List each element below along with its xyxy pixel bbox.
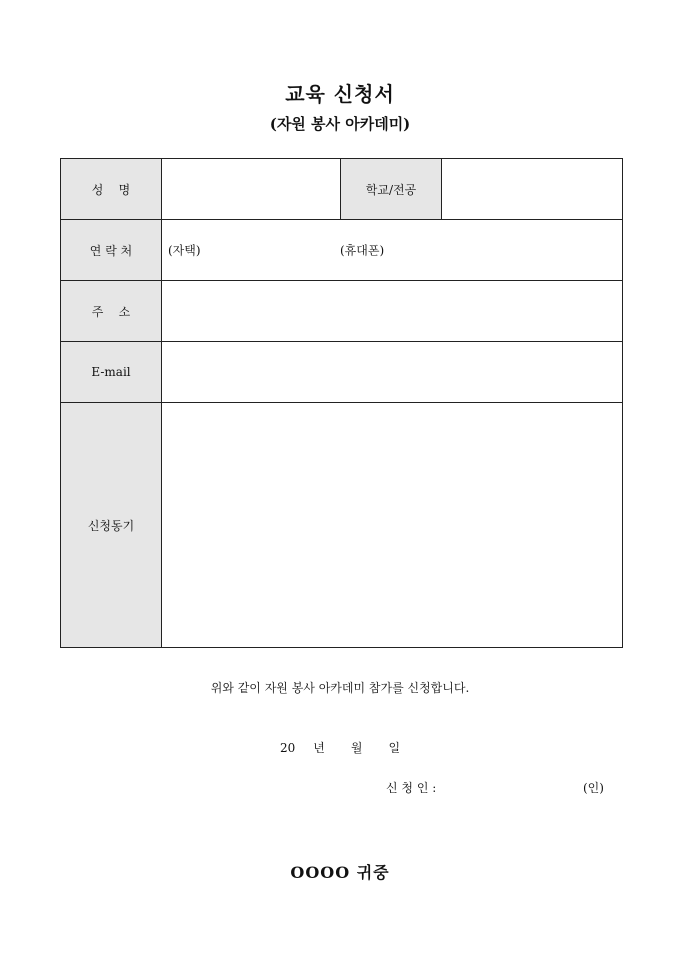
email-row xyxy=(61,342,623,403)
date-month-unit: 월 xyxy=(350,741,363,755)
name-field[interactable] xyxy=(162,159,341,220)
motive-label: 신청동기 xyxy=(61,403,162,648)
address-row xyxy=(61,281,623,342)
document-subtitle: (자원 봉사 아카데미) xyxy=(269,115,411,133)
contact-row xyxy=(61,220,623,281)
address-label: 주 소 xyxy=(61,281,162,342)
addressee: OOOO 귀중 xyxy=(290,863,390,882)
applicant-label: 신 청 인 : xyxy=(386,781,437,795)
date-day-unit: 일 xyxy=(388,741,401,755)
email-field[interactable] xyxy=(162,342,623,403)
contact-mobile-label: (휴대폰) xyxy=(340,243,385,258)
address-field[interactable] xyxy=(162,281,623,342)
contact-field[interactable] xyxy=(162,220,623,281)
email-label: E-mail xyxy=(61,342,162,403)
application-statement: 위와 같이 자원 봉사 아카데미 참가를 신청합니다. xyxy=(210,681,470,695)
application-form-table xyxy=(60,158,623,648)
name-label: 성 명 xyxy=(61,159,162,220)
seal-label: (인) xyxy=(583,781,604,795)
motive-row xyxy=(61,403,623,648)
contact-home-label: (자택) xyxy=(168,243,201,258)
date-year-unit: 년 xyxy=(313,741,325,755)
contact-label: 연 락 처 xyxy=(61,220,162,281)
document-title: 교육 신청서 xyxy=(285,82,395,106)
date-line xyxy=(280,739,400,756)
school-major-label: 학교/전공 xyxy=(341,159,442,220)
name-row xyxy=(61,159,623,220)
school-major-field[interactable] xyxy=(442,159,623,220)
date-year-prefix: 20 xyxy=(280,741,296,755)
motive-field[interactable] xyxy=(162,403,623,648)
